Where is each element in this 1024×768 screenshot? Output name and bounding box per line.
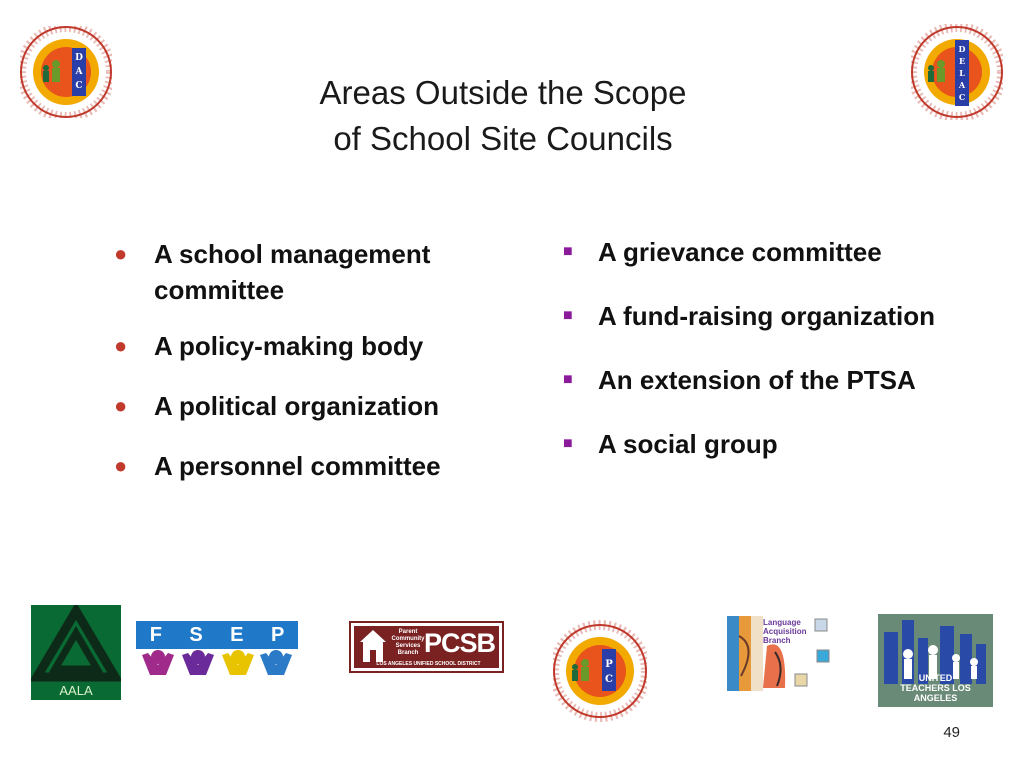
- list-item-text: An extension of the PTSA: [598, 365, 916, 395]
- fsep-letter: S: [189, 623, 203, 646]
- list-item: [114, 448, 514, 484]
- list-item: [560, 359, 980, 401]
- aala-logo: [31, 605, 121, 700]
- list-item: [114, 328, 514, 364]
- round-bullet-icon: ●: [114, 453, 128, 478]
- list-item: [560, 423, 980, 465]
- seal-letter-1: D: [75, 53, 83, 63]
- list-item-text: A personnel committee: [154, 451, 441, 481]
- right-bullet-list: [560, 231, 980, 487]
- slide-title-line-1: Areas Outside the Scope: [319, 74, 687, 111]
- round-bullet-icon: ●: [114, 393, 128, 418]
- seal-letter-2: A: [75, 67, 83, 77]
- utla-logo: [878, 614, 993, 707]
- fsep-letter: E: [230, 623, 244, 646]
- language-acquisition-branch-logo: [727, 616, 830, 691]
- slide-title-line-2: of School Site Councils: [333, 120, 673, 157]
- seal-letter-4: A: [958, 80, 966, 90]
- seal-letter-3: L: [959, 68, 965, 78]
- lab-name: Language Acquisition Branch: [763, 618, 807, 645]
- left-bullet-list: [114, 236, 514, 508]
- seal-letter-5: C: [958, 92, 966, 102]
- pcsb-logo: [349, 621, 504, 673]
- triangle-emblem-icon: [31, 605, 121, 683]
- utla-label: UNITED TEACHERS LOS ANGELES: [900, 673, 971, 703]
- square-bullet-icon: ■: [563, 371, 573, 388]
- slide-title: [250, 70, 756, 162]
- pcsb-district: LOS ANGELES UNIFIED SCHOOL DISTRICT: [376, 661, 481, 667]
- lausd-seal-icon: [553, 619, 647, 723]
- pcsb-subtitle: Parent Community Services Branch: [391, 629, 425, 656]
- list-item: [560, 231, 980, 273]
- round-bullet-icon: ●: [114, 241, 128, 266]
- seal-letter-3: C: [75, 81, 83, 91]
- lausd-seal-icon: [20, 26, 112, 118]
- seal-letter-1: P: [605, 659, 613, 670]
- fsep-logo: [136, 621, 298, 685]
- list-item-text: A policy-making body: [154, 331, 424, 361]
- square-bullet-icon: ■: [563, 307, 573, 324]
- aala-label: AALA: [59, 683, 93, 698]
- list-item-text: A political organization: [154, 391, 440, 421]
- people-figures-icon: [136, 645, 298, 685]
- seal-letter-2: C: [605, 674, 613, 685]
- page-number: 49: [943, 724, 960, 741]
- dac-seal-logo: [20, 26, 112, 118]
- pc-seal-logo: [553, 619, 647, 723]
- list-item: [114, 236, 514, 308]
- fsep-letter: F: [149, 623, 162, 646]
- square-bullet-icon: ■: [563, 435, 573, 452]
- square-bullet-icon: ■: [563, 243, 573, 260]
- list-item-text: A grievance committee: [598, 237, 882, 267]
- pcsb-acronym: PCSB: [424, 628, 496, 658]
- lausd-seal-icon: [911, 24, 1003, 120]
- seal-letter-1: D: [958, 44, 966, 54]
- round-bullet-icon: ●: [114, 333, 128, 358]
- list-item-text: A social group: [598, 429, 778, 459]
- fsep-letter: P: [270, 623, 285, 646]
- list-item-text: A fund-raising organization: [598, 301, 936, 331]
- seal-letter-2: E: [958, 56, 966, 66]
- list-item-text: A school management committee: [154, 239, 431, 305]
- list-item: [560, 295, 980, 337]
- delac-seal-logo: [911, 24, 1003, 120]
- list-item: [114, 388, 514, 424]
